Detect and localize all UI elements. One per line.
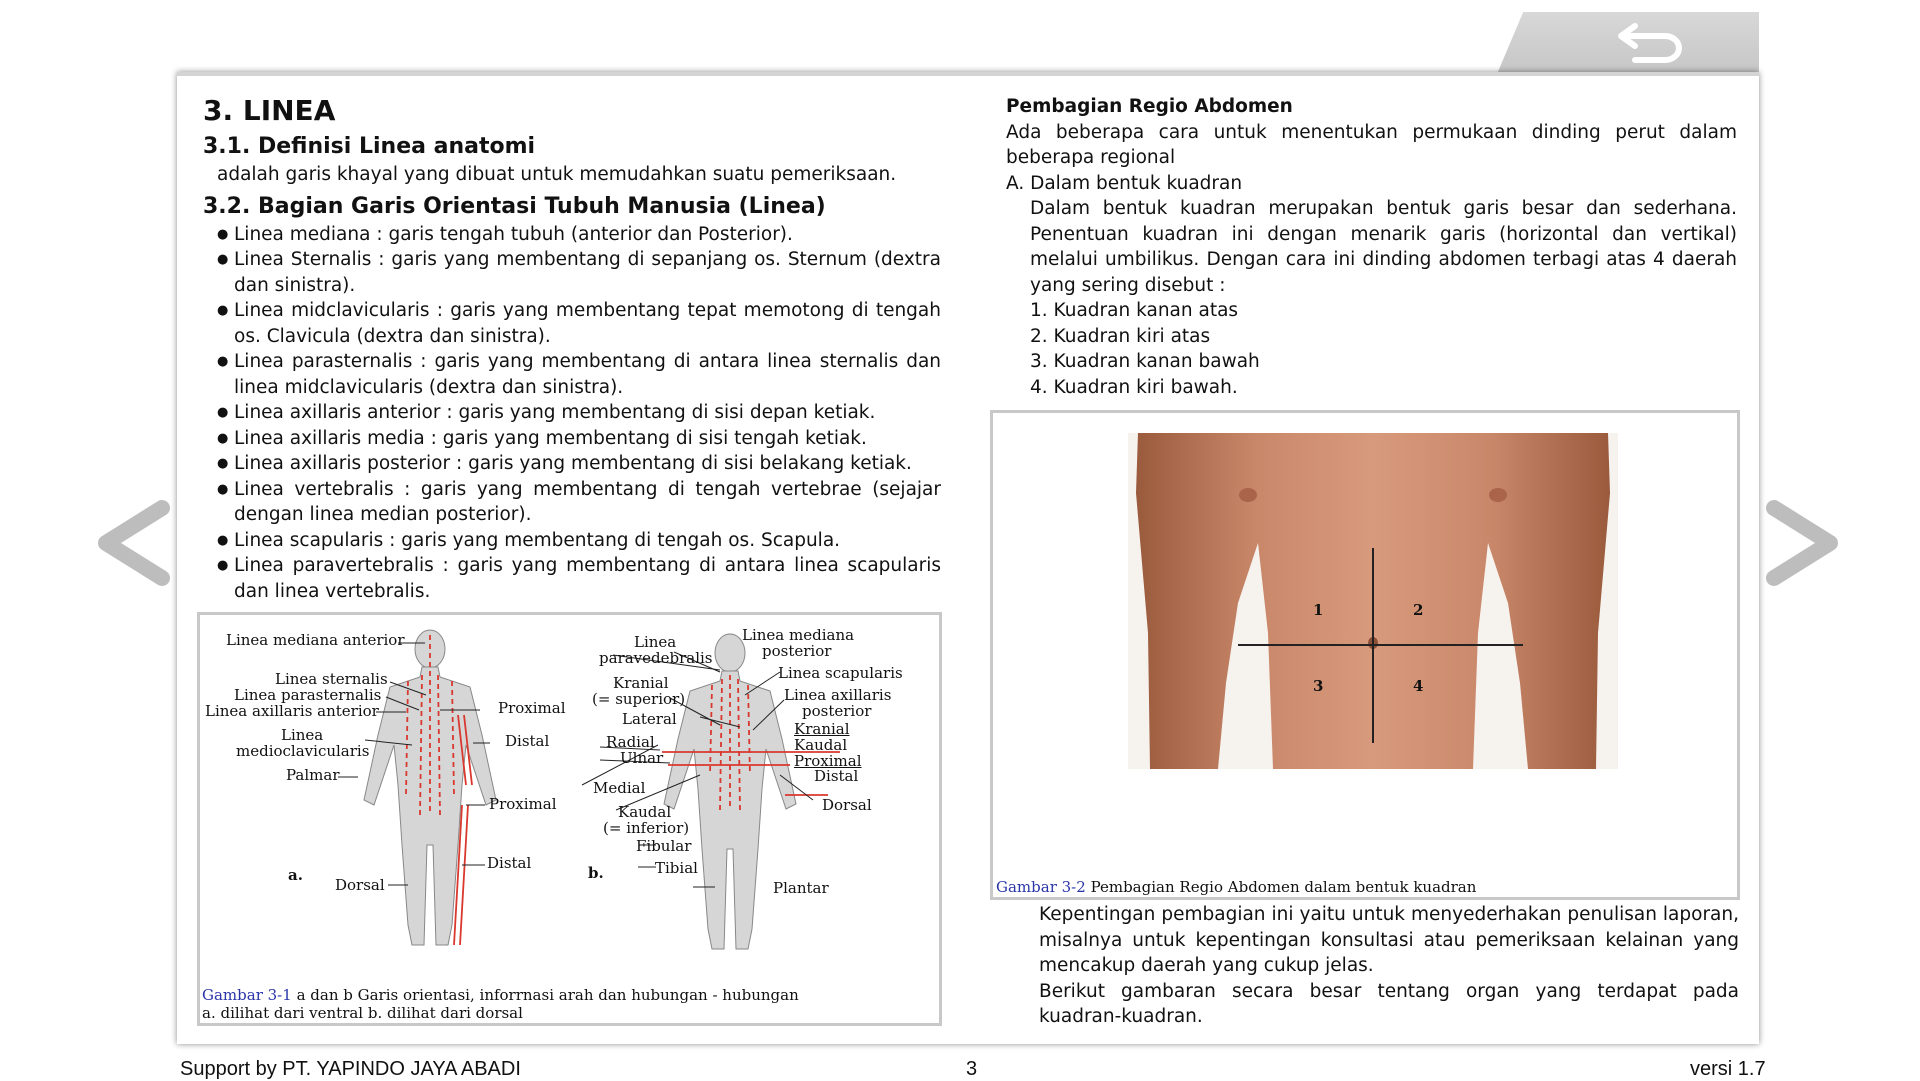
label-distal: Distal	[505, 732, 550, 750]
chevron-right-icon[interactable]	[1762, 498, 1842, 588]
closing-text	[1039, 902, 1739, 1030]
subsection-3-1: 3.1. Definisi Linea anatomi	[203, 134, 536, 159]
footer-version: versi 1.7	[1690, 1058, 1766, 1080]
kuadran-text: Dalam bentuk kuadran merupakan bentuk garis besar dan sederhana. Penentuan kuadran ini dengan menarik garis (horizontal dan vertikal) melalui umbilikus. Dengan cara ini dinding abdomen terbagi atas 4 daerah yang sering disebut :	[1030, 198, 1737, 296]
label-medioclavicularis: medioclavicularis	[236, 742, 370, 760]
quadrant-2-label: 2	[1413, 601, 1424, 619]
right-column	[1006, 94, 1737, 400]
label-linea-b: Linea	[634, 633, 677, 651]
list-item: 1. Kuadran kanan atas	[1030, 300, 1239, 321]
label-linea-axillaris-posterior: Linea axillaris	[784, 686, 892, 704]
regio-intro: Ada beberapa cara untuk menentukan permukaan dinding perut dalam beberapa regional	[1006, 121, 1737, 168]
label-lateral: Lateral	[622, 710, 677, 728]
quadrant-1-label: 1	[1313, 601, 1324, 619]
list-item: ● Linea axillaris posterior : garis yang membentang di sisi belakang ketiak.	[217, 451, 941, 477]
label-posterior: posterior	[762, 642, 832, 660]
label-linea-mediana-anterior: Linea mediana anterior	[226, 631, 405, 649]
label-kranial: Kranial	[613, 674, 669, 692]
figure-1-number: Gambar 3-1	[202, 986, 292, 1004]
figure-1-caption	[202, 987, 799, 1004]
label-paravedebralis: paravedebralis	[599, 649, 713, 667]
label-fibular: Fibular	[636, 837, 692, 855]
list-item: ● Linea vertebralis : garis yang membentang di tengah vertebrae (sejajar dengan linea median posterior).	[217, 477, 941, 528]
closing-paragraph-2: Berikut gambaran secara besar tentang organ yang terdapat pada kuadran-kuadran.	[1039, 980, 1739, 1027]
label-plantar: Plantar	[773, 879, 829, 897]
label-distal-right: Distal	[814, 767, 859, 785]
section-title: 3. LINEA	[203, 94, 336, 127]
list-item: 3. Kuadran kanan bawah	[1030, 351, 1260, 372]
figure-2-number: Gambar 3-2	[996, 878, 1086, 896]
footer-support: Support by PT. YAPINDO JAYA ABADI	[180, 1058, 521, 1080]
label-linea-axillaris-anterior: Linea axillaris anterior	[205, 702, 379, 720]
label-palmar: Palmar	[286, 766, 340, 784]
list-item: ● Linea axillaris anterior : garis yang membentang di sisi depan ketiak.	[217, 400, 941, 426]
label-dorsal-b: Dorsal	[822, 796, 872, 814]
label-proximal: Proximal	[498, 699, 566, 717]
chevron-left-icon[interactable]	[94, 498, 174, 588]
figure-2-caption-text: Pembagian Regio Abdomen dalam bentuk kuadran	[1085, 878, 1477, 896]
label-superior: (= superior)	[592, 690, 686, 708]
label-proximal-lower: Proximal	[489, 795, 557, 813]
label-b: b.	[588, 864, 604, 882]
label-kaudal: Kaudal	[618, 803, 672, 821]
list-item: 4. Kuadran kiri bawah.	[1030, 376, 1238, 398]
list-item: ● Linea scapularis : garis yang membentang di tengah os. Scapula.	[217, 528, 941, 554]
label-ulnar: Ulnar	[620, 749, 664, 767]
figure-abdomen-quadrants	[990, 410, 1740, 900]
label-linea-mediana-posterior: Linea mediana	[742, 626, 855, 644]
label-linea-parasternalis: Linea parasternalis	[234, 686, 382, 704]
label-kranial-right: Kranial	[794, 720, 850, 738]
label-linea-sternalis: Linea sternalis	[275, 670, 388, 688]
label-distal-lower: Distal	[487, 854, 532, 872]
list-item: ● Linea midclavicularis : garis yang membentang tepat memotong di tengah os. Clavicula (dextra dan sinistra).	[217, 298, 941, 349]
closing-paragraph-1: Kepentingan pembagian ini yaitu untuk menyederhakan penulisan laporan, misalnya untuk kepentingan konsultasi atau pemeriksaan kelainan yang mencakup daerah yang cukup jelas.	[1039, 904, 1739, 976]
back-tab[interactable]	[1497, 12, 1759, 74]
list-item: ● Linea Sternalis : garis yang membentang di sepanjang os. Sternum (dextra dan sinistra).	[217, 247, 941, 298]
back-arrow-icon[interactable]	[1615, 20, 1689, 64]
linea-list	[203, 222, 941, 605]
label-proximal-right: Proximal	[794, 752, 862, 770]
definition-text: adalah garis khayal yang dibuat untuk memudahkan suatu pemeriksaan.	[217, 164, 897, 185]
figure-body-orientation	[197, 612, 942, 1026]
list-item: ● Linea parasternalis : garis yang membentang di antara linea sternalis dan linea midclavicularis (dextra dan sinistra).	[217, 349, 941, 400]
figure-2-caption	[996, 879, 1476, 896]
left-column	[203, 94, 941, 604]
subsection-3-2: 3.2. Bagian Garis Orientasi Tubuh Manusia (Linea)	[203, 193, 826, 219]
label-axillaris-posterior-2: posterior	[802, 702, 872, 720]
regio-heading: Pembagian Regio Abdomen	[1006, 96, 1293, 117]
label-medial: Medial	[593, 779, 646, 797]
label-linea-scapularis: Linea scapularis	[778, 664, 903, 682]
footer-page-number: 3	[966, 1058, 978, 1080]
label-radial: Radial	[606, 733, 655, 751]
figure-1-caption-line2: a. dilihat dari ventral b. dilihat dari dorsal	[202, 1004, 523, 1022]
quadrant-4-label: 4	[1413, 677, 1424, 695]
torso-image	[1128, 433, 1618, 769]
list-item: 2. Kuadran kiri atas	[1030, 325, 1211, 347]
figure-1-caption-text: a dan b Garis orientasi, inforrnasi arah dan hubungan - hubungan	[291, 986, 799, 1004]
label-linea: Linea	[281, 726, 324, 744]
label-dorsal-a: Dorsal	[335, 876, 385, 894]
book-page	[177, 72, 1759, 1044]
label-inferior: (= inferior)	[603, 819, 690, 837]
list-item: ● Linea axillaris media : garis yang membentang di sisi tengah ketiak.	[217, 426, 941, 452]
label-kaudal-right: Kaudal	[794, 736, 848, 754]
label-a: a.	[288, 866, 303, 884]
quadrant-3-label: 3	[1313, 677, 1324, 695]
label-tibial: Tibial	[655, 859, 698, 877]
list-item: ● Linea mediana : garis tengah tubuh (anterior dan Posterior).	[217, 222, 941, 248]
kuadran-label: A. Dalam bentuk kuadran	[1006, 172, 1243, 194]
list-item: ● Linea paravertebralis : garis yang membentang di antara linea scapularis dan linea vertebralis.	[217, 553, 941, 604]
